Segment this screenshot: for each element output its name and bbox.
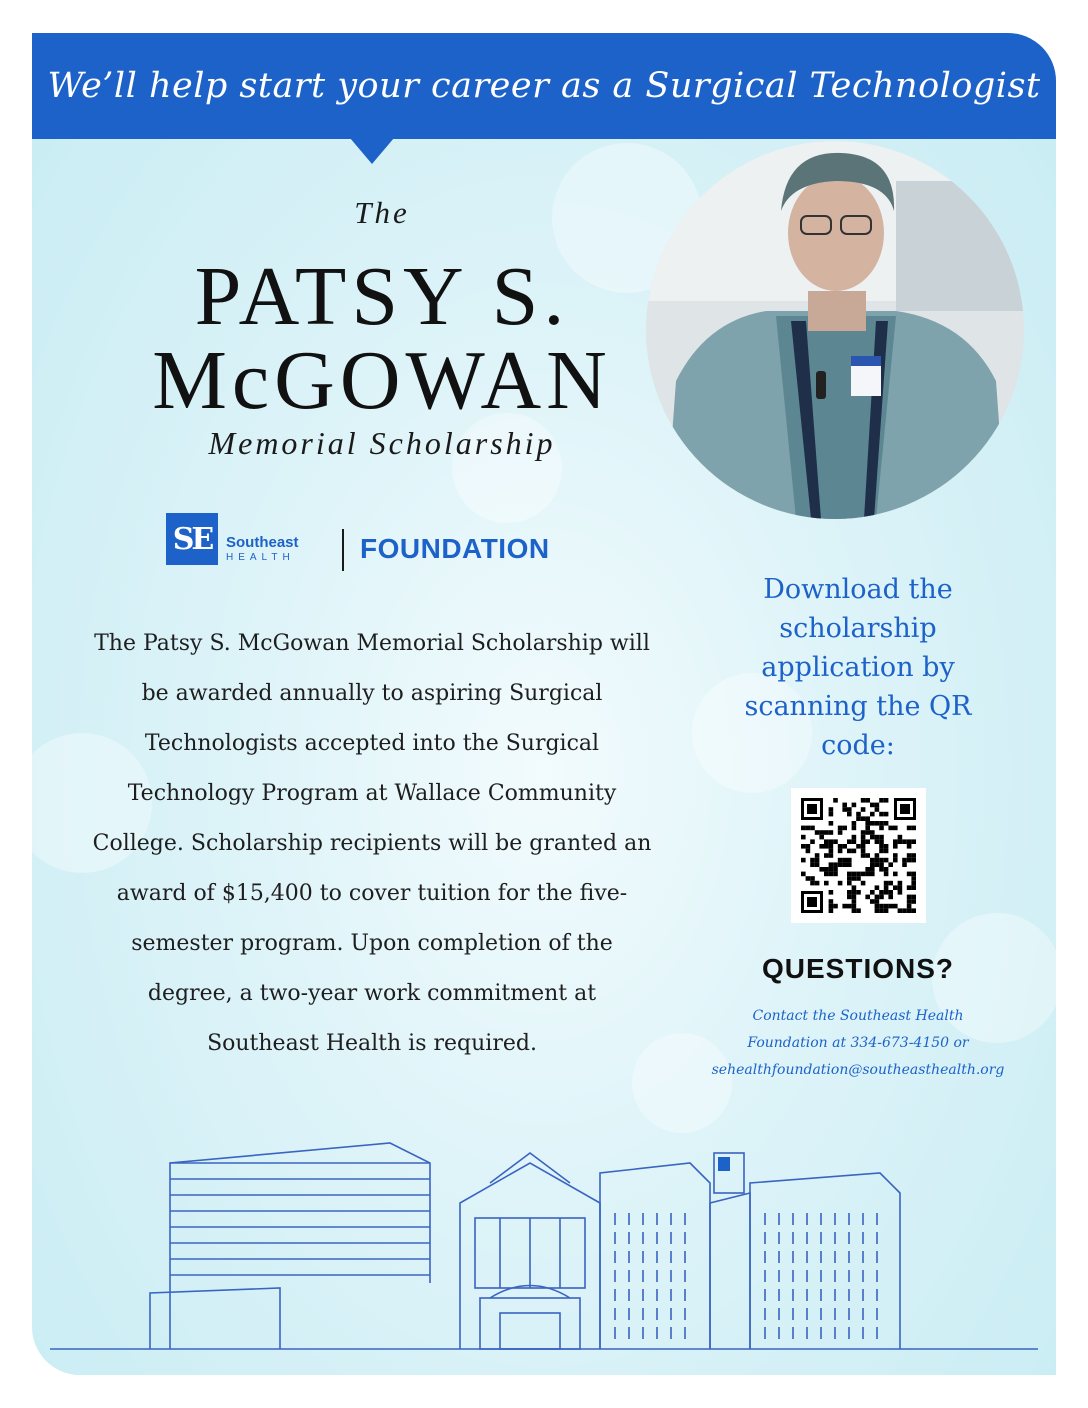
portrait-photo — [646, 141, 1024, 519]
qr-code[interactable] — [791, 788, 926, 923]
title-line-1: PATSY S. — [194, 250, 570, 343]
portrait-illustration — [646, 141, 1024, 519]
questions-heading: QUESTIONS? — [761, 953, 954, 984]
header-banner — [32, 33, 1056, 139]
logo-health: HEALTH — [226, 552, 295, 563]
qr-code-pattern — [791, 788, 926, 923]
title-subtitle: Memorial Scholarship — [208, 425, 556, 461]
logo-name: Southeast — [226, 534, 299, 551]
logo-divider — [342, 529, 344, 571]
contact-line-2: Foundation at 334-673-4150 or — [747, 1035, 969, 1051]
contact-info — [668, 1003, 1048, 1084]
hospital-building-illustration — [50, 1123, 1038, 1363]
contact-line-1: Contact the Southeast Health — [752, 1008, 964, 1024]
contact-email[interactable]: sehealthfoundation@southeasthealth.org — [711, 1062, 1005, 1078]
flyer-card — [32, 33, 1056, 1375]
banner-pointer — [350, 138, 394, 164]
scholarship-description: The Patsy S. McGowan Memorial Scholarship will be awarded annually to aspiring Surgical Technologists accepted into the Surgical Technology Program at Wallace Community College. Scholarship recipients will be granted an award of $15,400 to cover tuition for the five-semester program. Upon completion of the degree, a two-year work commitment at Southeast Health is required. — [92, 631, 652, 1056]
title-the: The — [354, 195, 410, 230]
title-line-2: McGOWAN — [152, 334, 612, 427]
banner-text: We’ll help start your career as a Surgical Technologist — [47, 66, 1041, 106]
download-instructions: Download the scholarship application by scanning the QR code: — [744, 574, 972, 761]
logo-foundation: FOUNDATION — [360, 533, 550, 564]
southeast-health-logo-mark: SE — [166, 513, 218, 565]
